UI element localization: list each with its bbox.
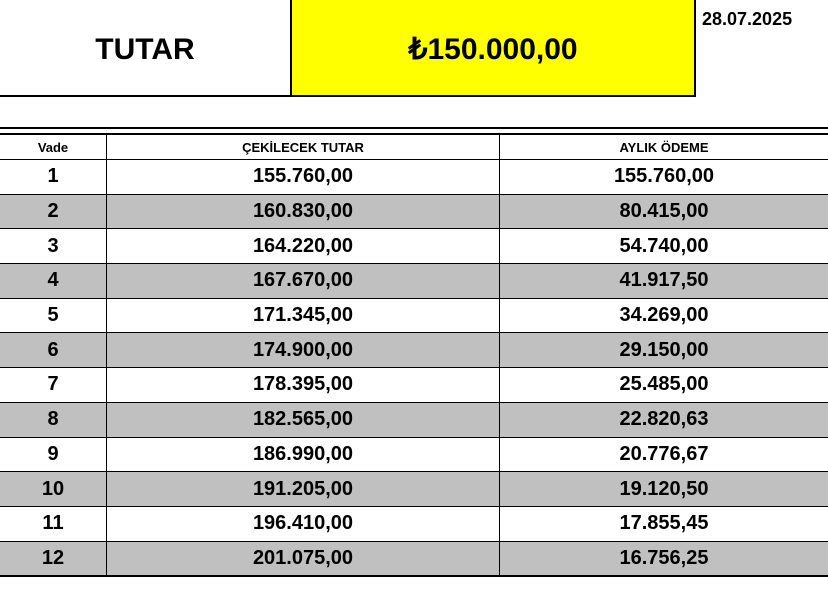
table-row: [0, 472, 828, 507]
aylik-odeme-cell[interactable]: 29.150,00: [500, 333, 828, 368]
table-row: [0, 541, 828, 576]
aylik-odeme-cell[interactable]: 16.756,25: [500, 541, 828, 576]
table-row: [0, 298, 828, 333]
cekilecek-tutar-cell[interactable]: 164.220,00: [107, 229, 500, 264]
cekilecek-tutar-cell[interactable]: 201.075,00: [107, 541, 500, 576]
vade-cell[interactable]: 2: [0, 194, 107, 229]
tutar-label: TUTAR: [0, 0, 292, 95]
cekilecek-tutar-cell[interactable]: 182.565,00: [107, 402, 500, 437]
vade-cell[interactable]: 1: [0, 160, 107, 195]
vade-cell[interactable]: 12: [0, 541, 107, 576]
tutar-amount[interactable]: ₺150.000,00: [292, 0, 696, 97]
cekilecek-tutar-cell[interactable]: 160.830,00: [107, 194, 500, 229]
header-box: [0, 0, 696, 97]
cekilecek-tutar-cell[interactable]: 171.345,00: [107, 298, 500, 333]
cekilecek-tutar-cell[interactable]: 196.410,00: [107, 506, 500, 541]
column-header-cekilecek-tutar: ÇEKİLECEK TUTAR: [107, 134, 500, 160]
table-row: [0, 402, 828, 437]
aylik-odeme-cell[interactable]: 20.776,67: [500, 437, 828, 472]
vade-cell[interactable]: 4: [0, 264, 107, 299]
cekilecek-tutar-cell[interactable]: 178.395,00: [107, 368, 500, 403]
vade-cell[interactable]: 8: [0, 402, 107, 437]
vade-cell[interactable]: 9: [0, 437, 107, 472]
payment-table: [0, 133, 828, 577]
column-header-aylik-odeme: AYLIK ÖDEME: [500, 134, 828, 160]
table-row: [0, 194, 828, 229]
aylik-odeme-cell[interactable]: 54.740,00: [500, 229, 828, 264]
table-row: [0, 229, 828, 264]
aylik-odeme-cell[interactable]: 41.917,50: [500, 264, 828, 299]
aylik-odeme-cell[interactable]: 25.485,00: [500, 368, 828, 403]
vade-cell[interactable]: 7: [0, 368, 107, 403]
aylik-odeme-cell[interactable]: 22.820,63: [500, 402, 828, 437]
vade-cell[interactable]: 6: [0, 333, 107, 368]
aylik-odeme-cell[interactable]: 155.760,00: [500, 160, 828, 195]
table-row: [0, 333, 828, 368]
aylik-odeme-cell[interactable]: 34.269,00: [500, 298, 828, 333]
cekilecek-tutar-cell[interactable]: 155.760,00: [107, 160, 500, 195]
date-label: 28.07.2025: [702, 9, 793, 29]
table-row: [0, 437, 828, 472]
cekilecek-tutar-cell[interactable]: 167.670,00: [107, 264, 500, 299]
vade-cell[interactable]: 10: [0, 472, 107, 507]
cekilecek-tutar-cell[interactable]: 174.900,00: [107, 333, 500, 368]
table-row: [0, 264, 828, 299]
aylik-odeme-cell[interactable]: 80.415,00: [500, 194, 828, 229]
vade-cell[interactable]: 3: [0, 229, 107, 264]
aylik-odeme-cell[interactable]: 19.120,50: [500, 472, 828, 507]
column-header-vade: Vade: [0, 134, 107, 160]
cekilecek-tutar-cell[interactable]: 191.205,00: [107, 472, 500, 507]
table-header-row: [0, 134, 828, 160]
table-row: [0, 160, 828, 195]
vade-cell[interactable]: 5: [0, 298, 107, 333]
aylik-odeme-cell[interactable]: 17.855,45: [500, 506, 828, 541]
divider: [0, 127, 828, 129]
table-row: [0, 506, 828, 541]
table-row: [0, 368, 828, 403]
vade-cell[interactable]: 11: [0, 506, 107, 541]
cekilecek-tutar-cell[interactable]: 186.990,00: [107, 437, 500, 472]
